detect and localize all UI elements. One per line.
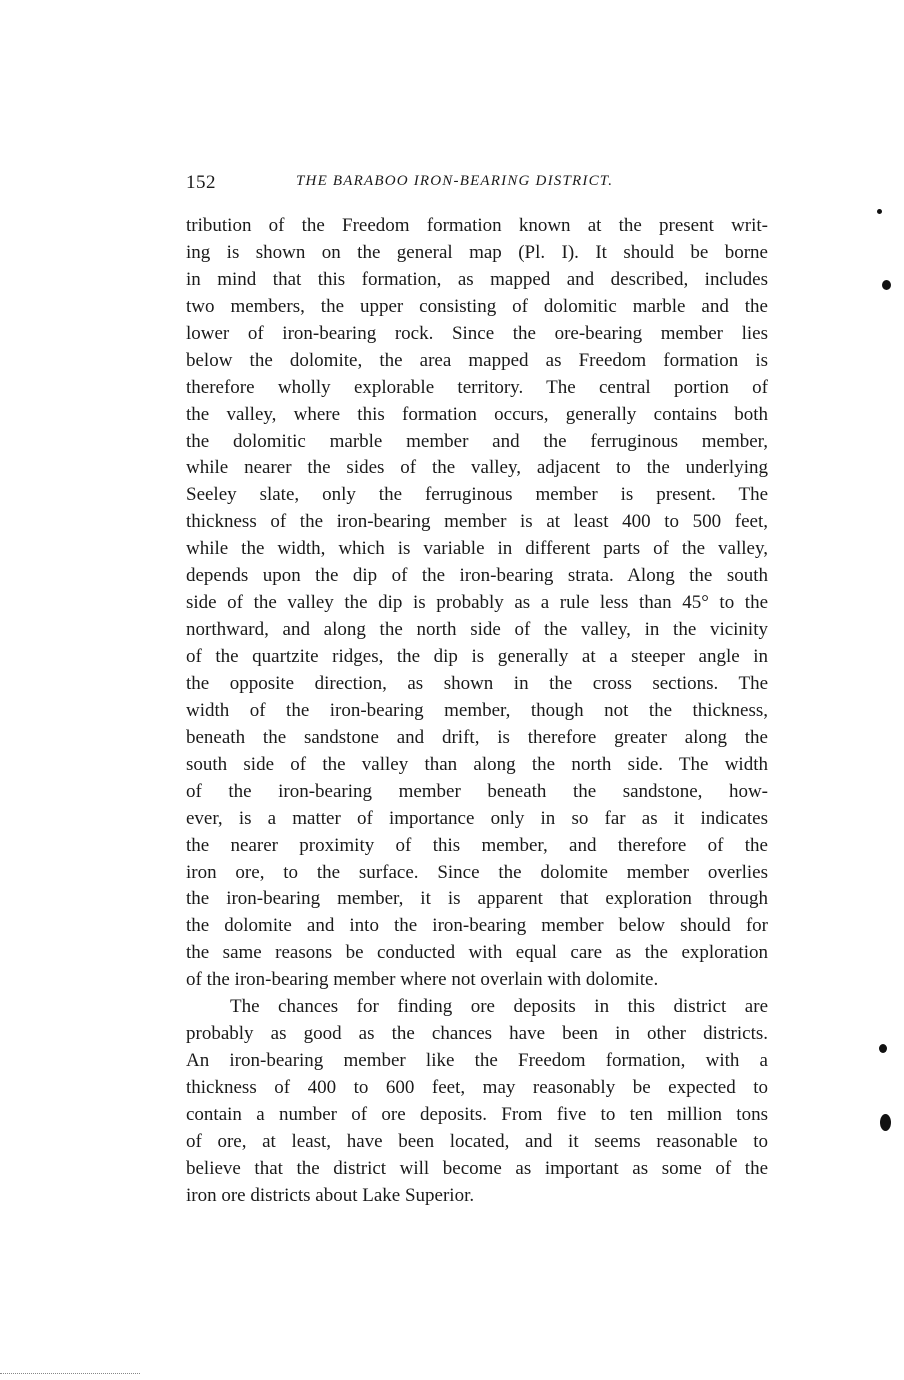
text-line: while nearer the sides of the valley, adjacent to the underlying bbox=[186, 457, 768, 479]
text-line: ing is shown on the general map (Pl. I). It should be borne bbox=[186, 241, 768, 263]
paragraph-2 bbox=[186, 994, 768, 1210]
running-title: THE BARABOO IRON-BEARING DISTRICT. bbox=[296, 173, 614, 189]
text-line: the nearer proximity of this member, and therefore of the bbox=[186, 834, 768, 856]
text-line: of the iron-bearing member where not overlain with dolomite. bbox=[186, 969, 659, 991]
text-line: thickness of 400 to 600 feet, may reasonably be expected to bbox=[186, 1077, 768, 1098]
text-line: of ore, at least, have been located, and it seems reasonable to bbox=[186, 1130, 768, 1152]
text-line: northward, and along the north side of the valley, in the vicinity bbox=[186, 619, 768, 641]
text-line: while the width, which is variable in different parts of the valley, bbox=[186, 538, 768, 560]
body-text bbox=[186, 213, 768, 1210]
text-line: south side of the valley than along the north side. The width bbox=[186, 753, 768, 775]
page-header bbox=[186, 170, 768, 196]
text-line: of the quartzite ridges, the dip is generally at a steeper angle in bbox=[186, 646, 768, 667]
text-line: thickness of the iron-bearing member is at least 400 to 500 feet, bbox=[186, 511, 768, 533]
text-line: ever, is a matter of importance only in so far as it indicates bbox=[186, 807, 768, 829]
paragraph-1 bbox=[186, 213, 768, 994]
page-number: 152 bbox=[186, 172, 216, 193]
scan-edge bbox=[0, 1373, 140, 1380]
text-line: iron ore, to the surface. Since the dolomite member overlies bbox=[186, 861, 768, 883]
scan-speck bbox=[880, 1114, 891, 1131]
text-line: width of the iron-bearing member, though not the thickness, bbox=[186, 699, 768, 721]
text-line: An iron-bearing member like the Freedom formation, with a bbox=[186, 1050, 768, 1072]
text-line: the opposite direction, as shown in the cross sections. The bbox=[186, 672, 768, 694]
text-line: therefore wholly explorable territory. The central portion of bbox=[186, 376, 768, 398]
text-line: beneath the sandstone and drift, is therefore greater along the bbox=[186, 726, 768, 748]
text-line: side of the valley the dip is probably as a rule less than 45° to the bbox=[186, 592, 768, 614]
text-line: iron ore districts about Lake Superior. bbox=[186, 1184, 475, 1206]
text-line: probably as good as the chances have been in other districts. bbox=[186, 1023, 768, 1045]
text-line: believe that the district will become as important as some of the bbox=[186, 1157, 768, 1179]
text-line: the same reasons be conducted with equal care as the exploration bbox=[186, 942, 768, 964]
text-line: the dolomitic marble member and the ferruginous member, bbox=[186, 430, 768, 452]
text-line: the dolomite and into the iron-bearing member below should for bbox=[186, 915, 768, 937]
scan-speck bbox=[877, 209, 882, 214]
text-line: in mind that this formation, as mapped and described, includes bbox=[186, 268, 768, 290]
text-line: of the iron-bearing member beneath the sandstone, how- bbox=[186, 780, 768, 802]
scan-speck bbox=[879, 1044, 887, 1053]
text-line: contain a number of ore deposits. From five to ten million tons bbox=[186, 1103, 768, 1125]
text-line: the iron-bearing member, it is apparent that exploration through bbox=[186, 888, 768, 910]
text-line: lower of iron-bearing rock. Since the ore-bearing member lies bbox=[186, 322, 768, 344]
text-line: Seeley slate, only the ferruginous member is present. The bbox=[186, 484, 768, 506]
text-line: below the dolomite, the area mapped as Freedom formation is bbox=[186, 349, 768, 371]
text-line: two members, the upper consisting of dolomitic marble and the bbox=[186, 295, 768, 317]
scan-speck bbox=[882, 280, 891, 290]
text-line: the valley, where this formation occurs, generally contains both bbox=[186, 403, 768, 425]
text-line: depends upon the dip of the iron-bearing strata. Along the south bbox=[186, 565, 768, 587]
text-line: The chances for finding ore deposits in this district are bbox=[230, 996, 768, 1018]
text-line: tribution of the Freedom formation known at the present writ- bbox=[186, 215, 768, 236]
